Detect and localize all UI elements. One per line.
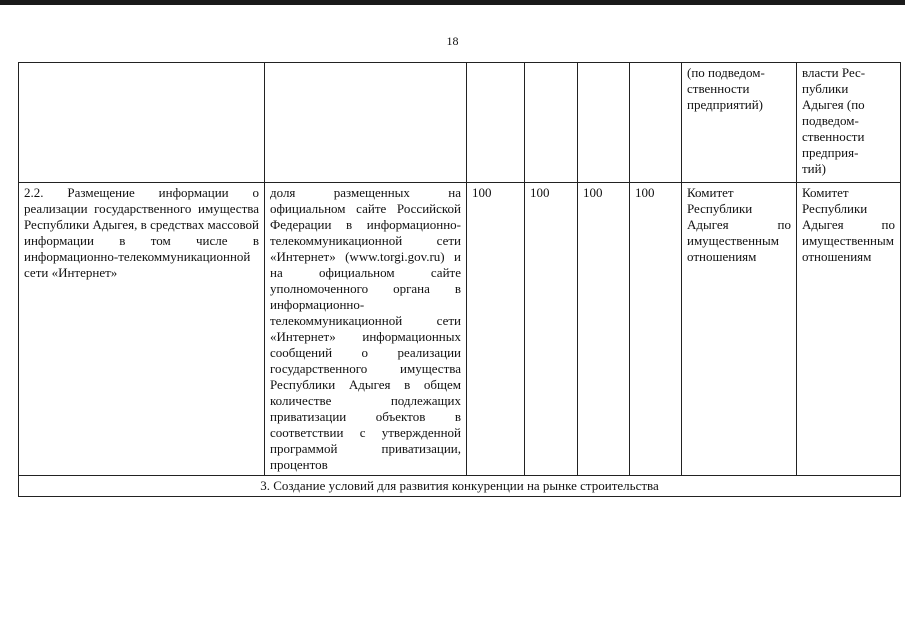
cell-value-empty [467, 63, 525, 183]
measures-table [18, 62, 901, 497]
cell-measure-empty [19, 63, 265, 183]
page-number: 18 [446, 34, 459, 48]
cell-executor-a-2-2: Комитет Республики Адыгея по имущественным отношениям [682, 183, 797, 476]
cell-value-empty [578, 63, 630, 183]
cell-value-1: 100 [467, 183, 525, 476]
cell-executor-a: (по подведом- ственности предприятий) [682, 63, 797, 183]
cell-executor-b-2-2: Комитет Республики Адыгея по имущественным отношениям [797, 183, 901, 476]
cell-executor-b: власти Рес- публики Адыгея (по подведом- ственности предприя- тий) [797, 63, 901, 183]
cell-value-empty [525, 63, 578, 183]
table-row-2-2 [19, 183, 901, 476]
cell-measure-2-2: 2.2. Размещение информации о реализации государственного имущества Республики Адыгея, в средствах массовой информации в том числе в информационно-телекоммуникационной сети «Интернет» [19, 183, 265, 476]
cell-indicator-empty [265, 63, 467, 183]
table-row-section-3 [19, 476, 901, 497]
scan-top-edge [0, 0, 905, 5]
cell-value-3: 100 [578, 183, 630, 476]
cell-indicator-2-2: доля размещенных на официальном сайте Российской Федерации в информационно-телекоммуникационной сети «Интернет» (www.torgi.gov.ru) и на официальном сайте уполномоченного органа в информационно-телекоммуникационной сети «Интернет» информационных сообщений о реализации государственного имущества Республики Адыгея в общем количестве подлежащих приватизации объектов в соответствии с утвержденной программой приватизации, процентов [265, 183, 467, 476]
cell-value-empty [630, 63, 682, 183]
section-heading-3: 3. Создание условий для развития конкуренции на рынке строительства [19, 476, 901, 497]
cell-value-2: 100 [525, 183, 578, 476]
cell-value-4: 100 [630, 183, 682, 476]
table-row-continuation [19, 63, 901, 183]
